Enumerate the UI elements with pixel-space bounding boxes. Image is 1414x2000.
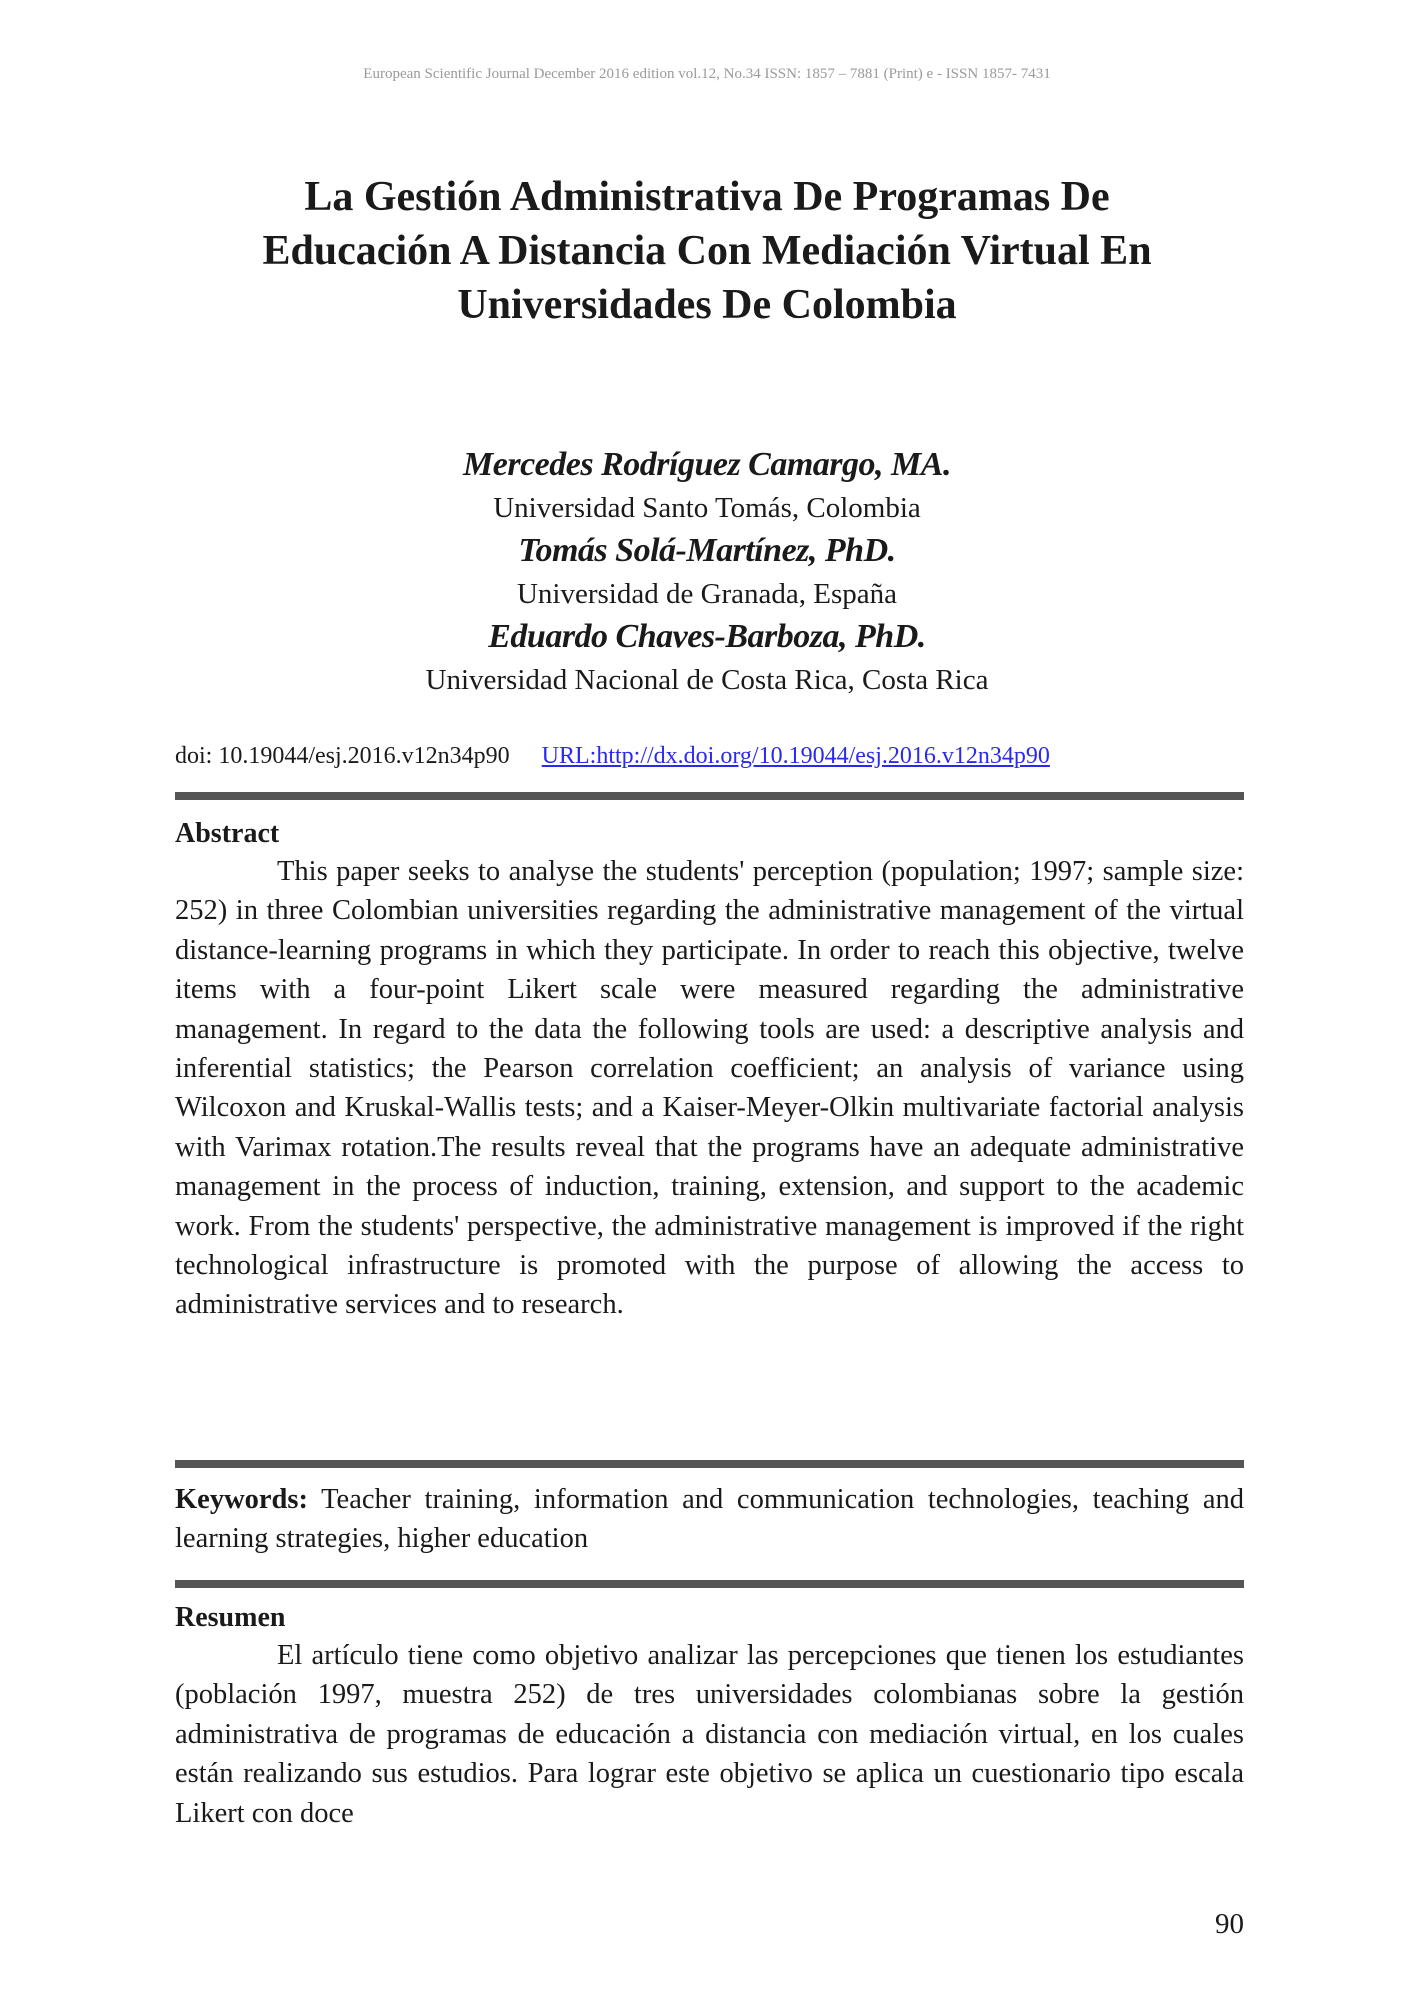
divider (175, 1460, 1244, 1468)
doi-url-link[interactable]: URL:http://dx.doi.org/10.19044/esj.2016.v12n34p90 (541, 743, 1050, 769)
title-line: Universidades De Colombia (457, 282, 957, 328)
abstract-text: This paper seeks to analyse the students' perception (population; 1997; sample size: 252) in three Colombian universities regarding the administrative management of the virtual distance-learning programs in which they participate. In order to reach this objective, twelve items with a four-point Likert scale were measured regarding the administrative management. In regard to the data the following tools are used: a descriptive analysis and inferential statistics; the Pearson correlation coefficient; an analysis of variance using Wilcoxon and Kruskal-Wallis tests; and a Kaiser-Meyer-Olkin multivariate factorial analysis with Varimax rotation.The results reveal that the programs have an adequate administrative management in the process of induction, training, extension, and support to the academic work. From the students' perspective, the administrative management is improved if the right technological infrastructure is promoted with the purpose of allowing the access to administrative services and to research. (175, 856, 1244, 1321)
title-line: La Gestión Administrativa De Programas De (304, 174, 1110, 220)
divider (175, 792, 1244, 800)
author-affiliation: Universidad Santo Tomás, Colombia (493, 492, 921, 524)
divider (175, 1580, 1244, 1588)
author-name: Tomás Solá-Martínez, PhD. (518, 532, 896, 569)
paper-title (150, 170, 1264, 332)
author-affiliation: Universidad Nacional de Costa Rica, Costa Rica (425, 664, 989, 696)
keywords-paragraph (175, 1480, 1244, 1559)
resumen-section (175, 1600, 1244, 1833)
author-block (150, 442, 1264, 700)
keywords-section (175, 1480, 1244, 1559)
keywords-label: Keywords: (175, 1484, 308, 1515)
keywords-text: Teacher training, information and communication technologies, teaching and learning strategies, higher education (175, 1484, 1244, 1555)
running-head: European Scientific Journal December 2016 edition vol.12, No.34 ISSN: 1857 – 7881 (Print) e - ISSN 1857- 7431 (363, 66, 1051, 82)
author-affiliation: Universidad de Granada, España (516, 578, 898, 610)
doi-text: doi: 10.19044/esj.2016.v12n34p90 (175, 743, 510, 769)
author-name: Mercedes Rodríguez Camargo, MA. (463, 446, 951, 483)
doi-line (175, 740, 1245, 772)
resumen-heading: Resumen (175, 1602, 286, 1633)
page-number: 90 (1215, 1908, 1244, 1940)
abstract-heading: Abstract (175, 818, 280, 849)
title-line: Educación A Distancia Con Mediación Virtual En (262, 228, 1152, 274)
abstract-section (175, 816, 1244, 1325)
resumen-text: El artículo tiene como objetivo analizar las percepciones que tienen los estudiantes (población 1997, muestra 252) de tres universidades colombianas sobre la gestión administrativa de programas de educación a distancia con mediación virtual, en los cuales están realizando sus estudios. Para lograr este objetivo se aplica un cuestionario tipo escala Likert con doce (175, 1640, 1244, 1829)
author-name: Eduardo Chaves-Barboza, PhD. (488, 618, 926, 655)
